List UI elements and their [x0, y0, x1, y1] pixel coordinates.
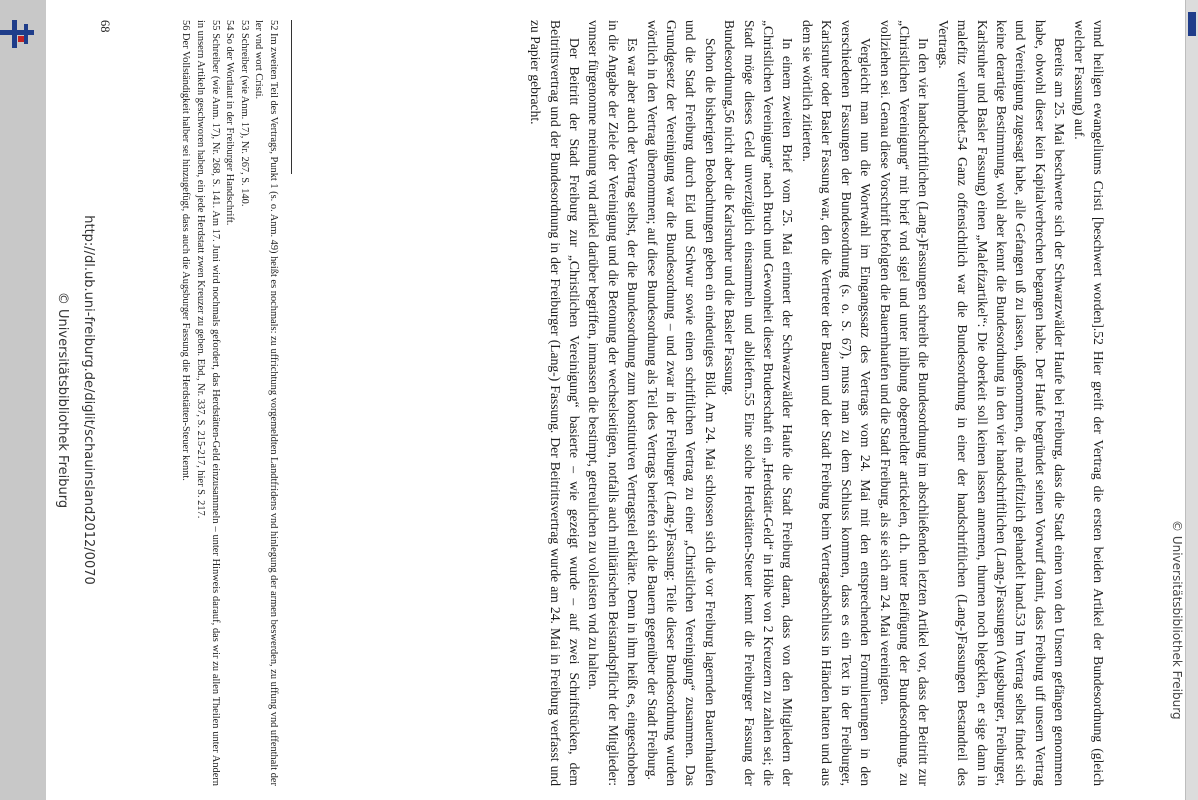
paragraph: Es war aber auch der Vertrag selbst, der die Bundesordnung zum konstitutiven Vertragsteil erklärte. Denn in ihm heißt es, eingeschoben in die Angabe der Ziele der Vereinigung und die Betonung der wechselseitigen, notfalls auch militärischen Beistandspflicht der Mitglieder: vnnser fürgenomne meinung vnd artikel darüber begriffen, inmassen die bestimpt, getreulichen zu volleisten vnd zu halten. [586, 20, 641, 786]
footnotes [178, 20, 280, 786]
paragraph: In den vier handschriftlichen (Lang-)Fassungen schreibt die Bundesordnung im abschließenden letzten Artikel vor, dass der Beitritt zur „Christlichen Vereinigung“ mit brief vnd sigel und unter inlibung obgemeldter artickelen, d.h. unter Beifügung der Bundesordnung, zu vollziehen sei. Genau diese Vorschrift befolgten die Bauernhaufen und die Stadt Freiburg, als sie sich am 24. Mai vereinigten. [877, 20, 932, 786]
footnote-divider [291, 20, 292, 174]
footnote: 56 Der Vollständigkeit halber sei hinzugefügt, dass auch die Augsburger Fassung die Herdstätten-Steuer kennt. [180, 20, 192, 481]
footnote: 54 So der Wortlaut in der Freiburger Handschrift. [224, 20, 236, 226]
footnote: 55 Schreiber (wie Anm. 17), Nr. 268, S. 141. Am 17. Juni wird nochmals gefordert, das Herdstätten-Geld einzusammeln – unter Hinweis darauf, das wir zu allen Theilen unter Andern in unsern Artikeln geschworen haben, ein jede Herdstatt zwen Kreuzer zu geben. Ebd., Nr. 337, S. 215-217, hier S. 217. [195, 20, 221, 786]
paragraph: vnnd heiligen ewangeliums Cristi [beschwert worden].52 Hier greift der Vertrag die ersten beiden Artikel der Bundesordnung (gleich welcher Fassung) auf. [1071, 20, 1106, 786]
paragraph: Vergleicht man nun die Wortwahl im Eingangssatz des Vertrags vom 24. Mai mit den entsprechenden Formulierungen in den verschiedenen Fassungen der Bundesordnung (s. o. S. 67), muss man zu dem Schluss kommen, dass es ein Text in der Freiburger, Karlsruher oder Basler Fassung war, den die Vertreter der Bauern und der Stadt Freiburg beim Vertragsabschluss in Händen hatten und aus dem sie wörtlich zitierten. [799, 20, 874, 786]
right-scroll-strip[interactable] [1185, 0, 1198, 800]
footnote: 52 Im zweiten Teil des Vertrags, Punkt 1 (s. o. Anm. 49) heißt es nochmals: zu uffrichtung vorgemeldten Landtfridens vnd hinlegung der armen beswerden, zu uffung vnd uffenthalt der ler vnd wort Cristi. [253, 20, 279, 786]
page-number: 68 [98, 20, 112, 33]
rotated-page-content [46, 0, 1186, 800]
library-logo-icon [0, 20, 34, 48]
paragraph: In einem zweiten Brief vom 25. Mai erinnert der Schwarzwälder Haufe die Stadt Freiburg daran, dass von den Mitgliedern der „Christlichen Vereinigung“ nach Bruch und Gewonheit dieser Bruderschaft ein „Herdstätt-Geld“ in Höhe von 2 Kreuzern zu zahlen sei; die Stadt möge dieses Geld unverzüglich einsammeln und abliefern.55 Eine solche Herdstätten-Steuer kennt die Freiburger Fassung der Bundesordnung,56 nicht aber die Karlsruher und die Basler Fassung. [722, 20, 796, 786]
document-page [46, 0, 1186, 800]
body-text [526, 20, 1108, 786]
paragraph: Bereits am 25. Mai beschwerte sich der Schwarzwälder Haufe bei Freiburg, dass die Stadt einen von den Unsern gefängen genommen habe, obwohl dieser kein Kapitalverbrechen begangen habe. Der Haufe begründet seinen Vorwurf damit, dass Freiburg uff unsern Vertrag und Vereinigung zugesagt habe, alle Gefangen uß zu lassen, ußgenommen, die malefitzlich gehandelt hand.53 Im Vertrag selbst findet sich keine derartige Bestimmung, wohl aber kennt die Bundesordnung in den vier handschriftlichen (Lang-)Fassungen (Augsburger, Freiburger, Karlsruher und Basler Fassung) einen „Malefizartikel“: Die oberkeit soll keinen lassen annemen, thurnen noch blegcklen, er sige dann in malefitz verlumbdet.54 Ganz offensichtlich war die Bundesordnung in einer der handschriftlichen (Lang-)Fassungen Bestandteil des Vertrags. [935, 20, 1068, 786]
source-url[interactable]: http://dl.ub.uni-freiburg.de/diglit/schauinsland2012/0070 [81, 215, 96, 585]
scroll-marker-icon [1188, 12, 1196, 36]
paragraph: Schon die bisherigen Beobachtungen geben ein eindeutiges Bild. Am 24. Mai schlossen sich die vor Freiburg lagernden Bauernhaufen und die Stadt Freiburg durch Eid und Schwur sowie einen schriftlichen Vertrag zu einer „Christlichen Vereinigung“ zusammen. Das Grundgesetz der Vereinigung war die Bundesordnung – und zwar in der Freiburger (Lang-)Fassung: Teile dieser Bundesordnung wurden wörtlich in den Vertrag übernommen; auf diese Bundesordnung als Teil des Vertrags beriefen sich die Bauern gegenüber der Stadt Freiburg. [644, 20, 718, 786]
copyright-bottom: © Universitätsbibliothek Freiburg [55, 291, 70, 509]
paragraph: Der Beitritt der Stadt Freiburg zur „Christlichen Vereinigung“ basierte – wie gezeigt wurde – auf zwei Schriftstücken, dem Beitrittsvertrag und der Bundesordnung in der Freiburger (Lang-) Fassung. Der Beitrittsvertrag wurde am 24. Mai in Freiburg verfasst und zu Papier gebracht. [528, 20, 583, 786]
copyright-top: © Universitätsbibliothek Freiburg [1170, 520, 1184, 720]
footnote: 53 Schreiber (wie Anm. 17), Nr. 267, S. 140. [238, 20, 250, 207]
